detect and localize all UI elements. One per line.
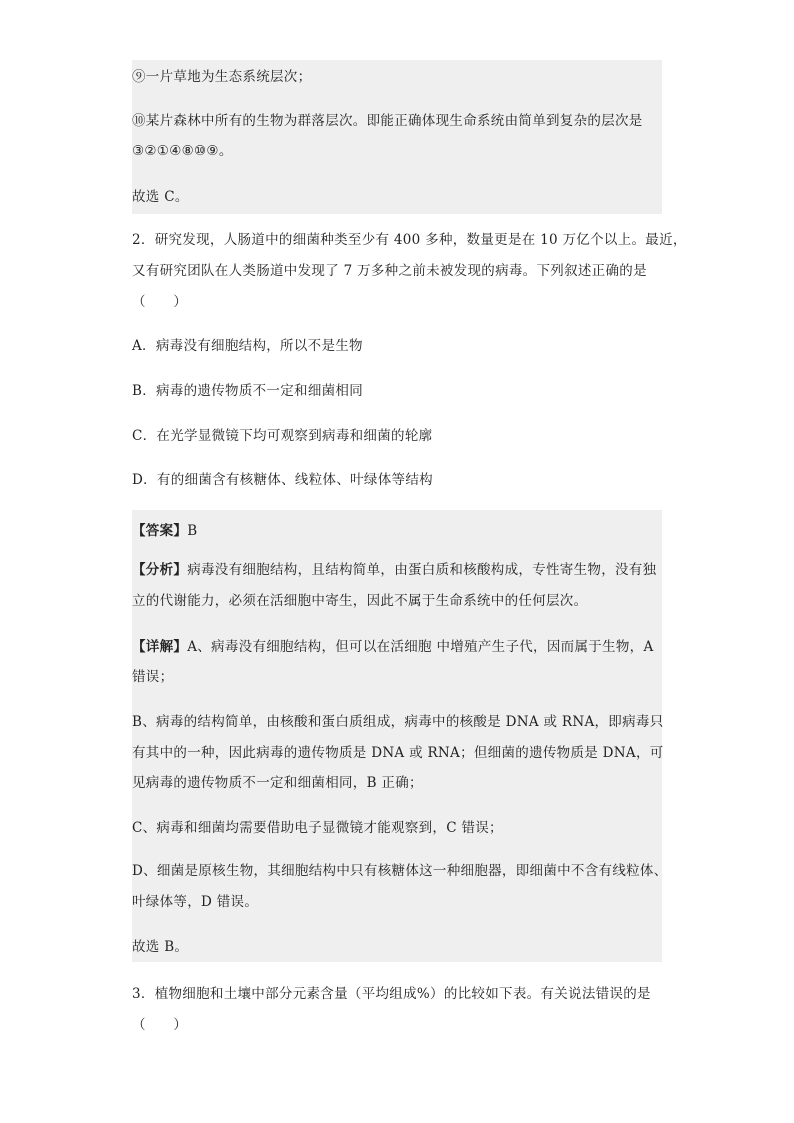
detail-b-line-1: B、病毒的结构简单，由核酸和蛋白质组成，病毒中的核酸是 DNA 或 RNA，即病毒只 (132, 714, 664, 730)
analysis-text-1: 病毒没有细胞结构，且结构简单，由蛋白质和核酸构成，专性寄生物，没有独 (187, 562, 657, 578)
prev-solution-line-10b: ③②①④⑧⑩⑨。 (132, 143, 233, 159)
question-2-option-d (132, 465, 662, 496)
detail-d-line-1: D、细菌是原核生物，其细胞结构中只有核糖体这一种细胞器，即细菌中不含有线粒体、 (132, 863, 668, 879)
detail-block (132, 632, 662, 840)
prev-solution-line-9: ⑨一片草地为生态系统层次； (132, 69, 312, 85)
detail-a-line-2: 错误； (132, 669, 174, 685)
detail-b-line-2: 有其中的一种，因此病毒的遗传物质是 DNA 或 RNA；但细菌的遗传物质是 DNA，可 (132, 745, 664, 761)
question-2-stem-line-1: 2．研究发现，人肠道中的细菌种类至少有 400 多种，数量更是在 10 万亿个以上。最近， (132, 232, 687, 248)
question-2-stem-line-3: （ ） (132, 294, 188, 310)
question-2-conclusion: 故选 B。 (132, 939, 189, 955)
question-2-option-b (132, 376, 662, 407)
prev-solution-block (132, 60, 662, 182)
option-b-text: B．病毒的遗传物质不一定和细菌相同 (132, 383, 364, 399)
option-c-text: C．在光学显微镜下均可观察到病毒和细菌的轮廓 (132, 428, 433, 444)
detail-c-line: C、病毒和细菌均需要借助电子显微镜才能观察到，C 错误； (132, 820, 503, 836)
option-a-text: A．病毒没有细胞结构，所以不是生物 (132, 338, 363, 354)
detail-a-text-1: A、病毒没有细胞结构，但可以在活细胞 中增殖产生子代，因而属于生物，A (187, 639, 654, 655)
question-2-stem-line-2: 又有研究团队在人类肠道中发现了 7 万多种之前未被发现的病毒。下列叙述正确的是 (132, 263, 647, 279)
detail-label: 【详解】 (132, 639, 188, 655)
answer-label: 【答案】 (132, 523, 188, 539)
detail-a-line-1 (132, 632, 654, 663)
analysis-label: 【分析】 (132, 562, 188, 578)
detail-d-block (132, 840, 668, 962)
prev-solution-conclusion-block (132, 182, 662, 214)
question-2-stem (132, 225, 687, 318)
answer-value: B (187, 523, 198, 539)
option-d-text: D．有的细菌含有核糖体、线粒体、叶绿体等结构 (132, 472, 433, 488)
answer-line (132, 516, 197, 547)
analysis-line-1 (132, 555, 656, 586)
analysis-block (132, 554, 662, 632)
prev-solution-line-10a: ⑩某片森林中所有的生物为群落层次。即能正确体现生命系统由简单到复杂的层次是 (132, 113, 643, 129)
detail-b-line-3: 见病毒的遗传物质不一定和细菌相同，B 正确； (132, 775, 423, 791)
answer-block (132, 510, 662, 554)
analysis-line-2: 立的代谢能力，必须在活细胞中寄生，因此不属于生命系统中的任何层次。 (132, 593, 588, 609)
question-3-stem (132, 979, 662, 1041)
prev-solution-conclusion: 故选 C。 (132, 189, 189, 205)
detail-d-line-2: 叶绿体等，D 错误。 (132, 894, 259, 910)
question-3-stem-line-2: （ ） (132, 1017, 188, 1033)
question-2-option-a (132, 331, 662, 362)
question-2-option-c (132, 421, 662, 452)
question-3-stem-line-1: 3．植物细胞和土壤中部分元素含量（平均组成%）的比较如下表。有关说法错误的是 (132, 986, 651, 1002)
